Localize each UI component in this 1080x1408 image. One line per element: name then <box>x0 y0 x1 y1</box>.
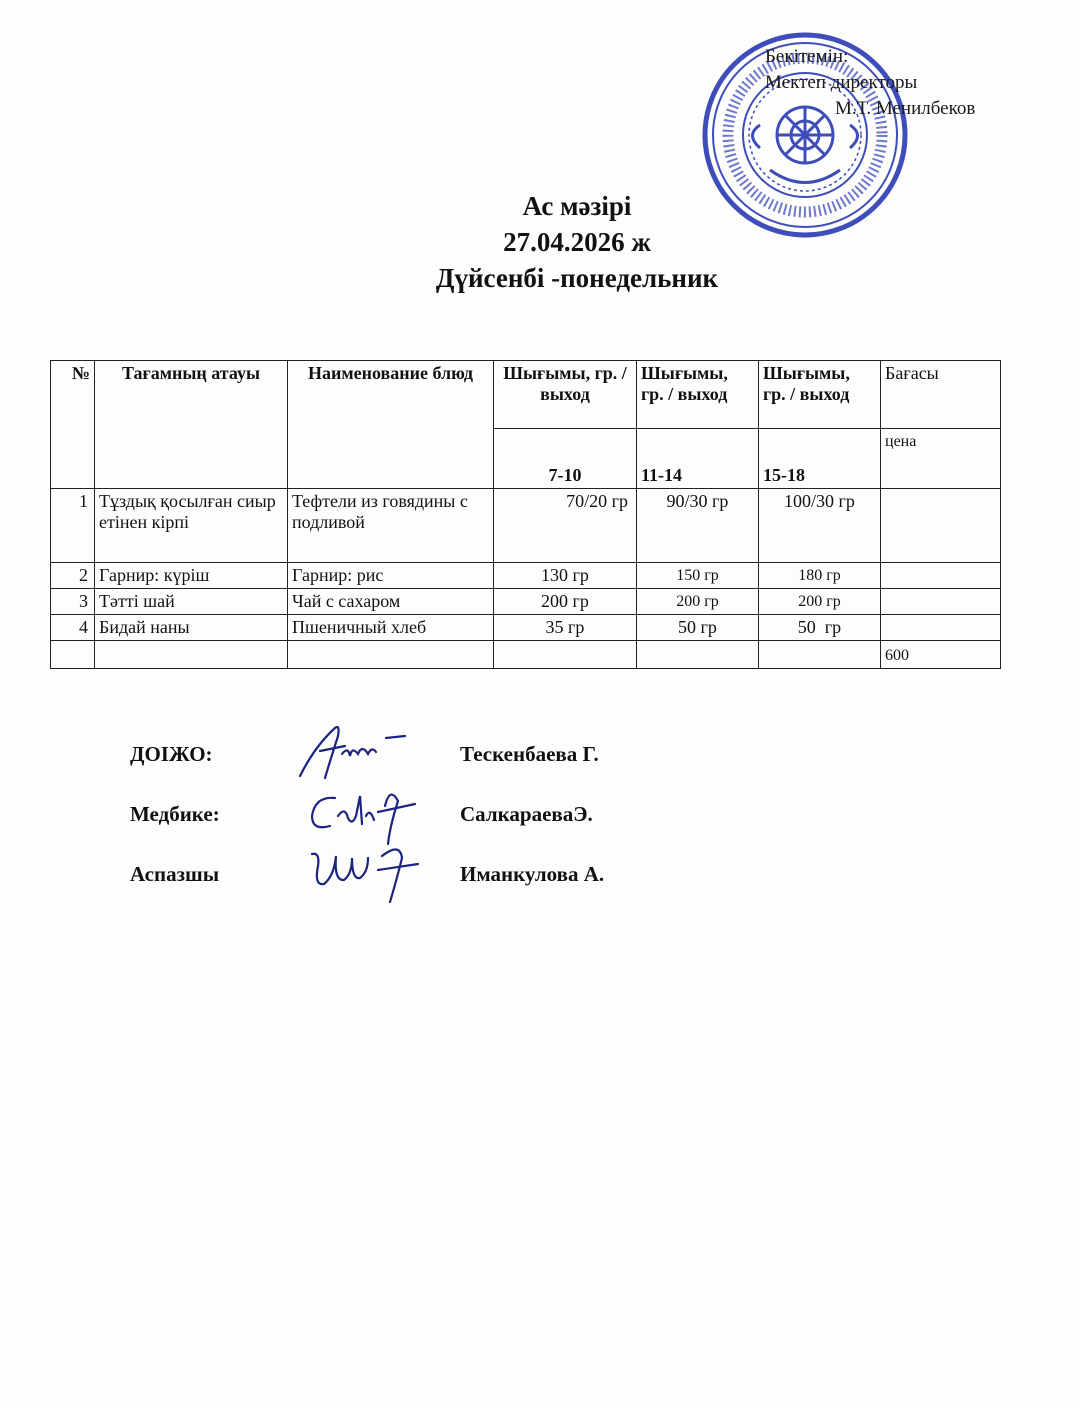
row-yield-2: 90/30 гр <box>637 489 759 563</box>
row-name-kz: Тәтті шай <box>95 589 288 615</box>
total-empty <box>51 641 95 669</box>
signature-name: СалкараеваЭ. <box>460 802 593 826</box>
approval-line-1: Бекітемін: <box>765 46 849 67</box>
header-price-kz: Бағасы <box>881 361 1001 429</box>
row-yield-1: 200 гр <box>494 589 637 615</box>
row-yield-1: 35 гр <box>494 615 637 641</box>
row-price <box>881 589 1001 615</box>
approval-block <box>765 44 1065 122</box>
header-name-kz: Тағамның атауы <box>95 361 288 489</box>
signature-name: Иманкулова А. <box>460 862 605 886</box>
signature-row <box>130 852 830 912</box>
row-price <box>881 615 1001 641</box>
row-price <box>881 489 1001 563</box>
handwritten-signature-icon <box>290 836 440 906</box>
document-date: 27.04.2026 ж <box>503 227 651 257</box>
header-age-2: 11-14 <box>637 429 759 489</box>
header-yield-3: Шығымы, гр. / выход <box>759 361 881 429</box>
row-name-ru: Гарнир: рис <box>288 563 494 589</box>
approval-line-2: Мектеп директоры <box>765 72 918 93</box>
row-num: 3 <box>51 589 95 615</box>
table-row <box>51 489 1001 563</box>
row-name-ru: Чай с сахаром <box>288 589 494 615</box>
signature-role: ДОІЖО: <box>130 742 213 766</box>
header-name-ru: Наименование блюд <box>288 361 494 489</box>
document-title: Ас мәзірі <box>522 191 632 221</box>
row-yield-3: 50 гр <box>759 615 881 641</box>
total-empty <box>494 641 637 669</box>
row-yield-1: 70/20 гр <box>494 489 637 563</box>
signature-block <box>130 732 830 912</box>
table-row <box>51 615 1001 641</box>
table-header-row <box>51 361 1001 429</box>
total-empty <box>95 641 288 669</box>
signature-row <box>130 792 830 852</box>
total-empty <box>288 641 494 669</box>
row-yield-2: 50 гр <box>637 615 759 641</box>
header-yield-1: Шығымы, гр. / выход <box>494 361 637 429</box>
total-empty <box>759 641 881 669</box>
row-name-kz: Тұздық қосылған сиыр етінен кірпі <box>95 489 288 563</box>
row-name-kz: Гарнир: күріш <box>95 563 288 589</box>
row-yield-2: 200 гр <box>637 589 759 615</box>
signature-role: Аспазшы <box>130 862 220 886</box>
table-total-row <box>51 641 1001 669</box>
row-yield-2: 150 гр <box>637 563 759 589</box>
document-heading <box>0 188 1080 296</box>
row-num: 2 <box>51 563 95 589</box>
row-yield-3: 100/30 гр <box>759 489 881 563</box>
header-price-ru: цена <box>881 429 1001 489</box>
row-num: 4 <box>51 615 95 641</box>
document-day: Дүйсенбі -понедельник <box>435 263 719 293</box>
header-age-3: 15-18 <box>759 429 881 489</box>
row-yield-1: 130 гр <box>494 563 637 589</box>
signature-name: Тескенбаева Г. <box>460 742 599 766</box>
total-price: 600 <box>881 641 1001 669</box>
total-empty <box>637 641 759 669</box>
row-name-ru: Тефтели из говядины с подливой <box>288 489 494 563</box>
row-yield-3: 180 гр <box>759 563 881 589</box>
row-name-kz: Бидай наны <box>95 615 288 641</box>
header-num: № <box>51 361 95 489</box>
signature-row <box>130 732 830 792</box>
menu-table <box>50 360 1001 669</box>
approval-line-3: М.Т. Менилбеков <box>835 98 976 119</box>
table-row <box>51 563 1001 589</box>
row-yield-3: 200 гр <box>759 589 881 615</box>
header-age-1: 7-10 <box>494 429 637 489</box>
row-num: 1 <box>51 489 95 563</box>
row-price <box>881 563 1001 589</box>
table-row <box>51 589 1001 615</box>
header-yield-2: Шығымы, гр. / выход <box>637 361 759 429</box>
signature-role: Медбике: <box>130 802 220 826</box>
row-name-ru: Пшеничный хлеб <box>288 615 494 641</box>
